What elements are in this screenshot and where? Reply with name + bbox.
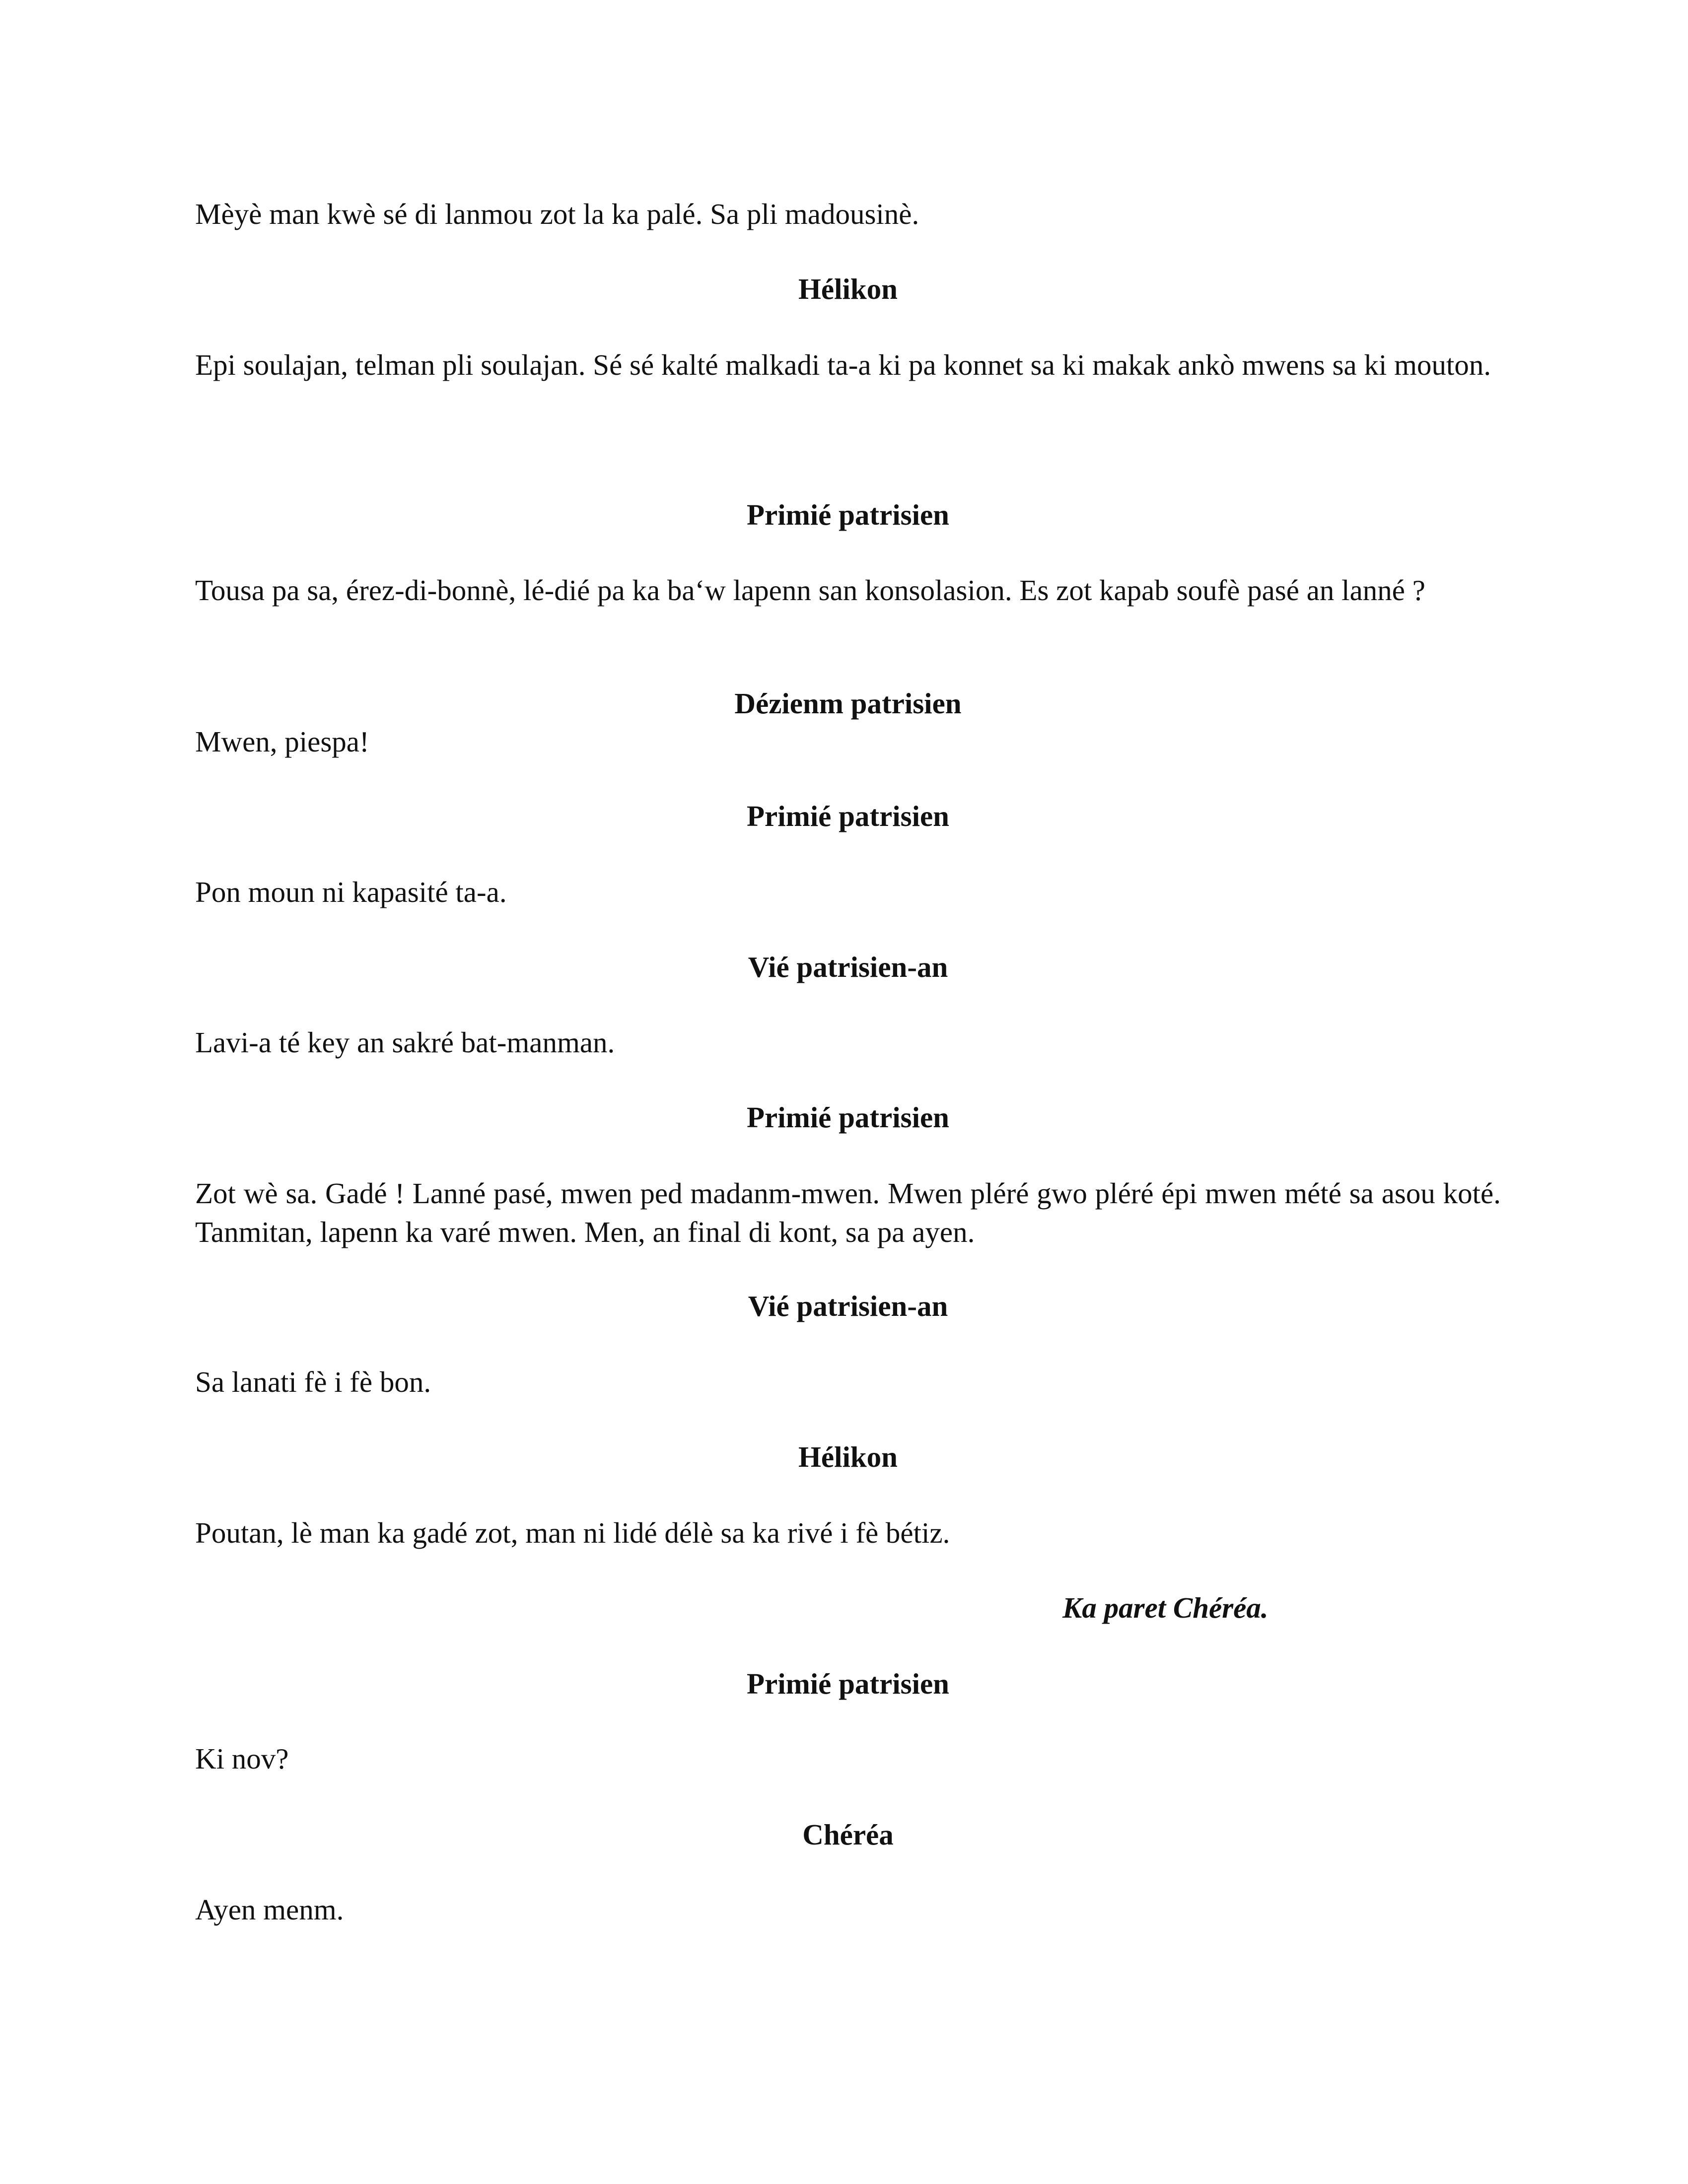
dialogue-line: Sa lanati fè i fè bon. xyxy=(195,1365,431,1398)
dialogue-line: Lavi-a té key an sakré bat-manman. xyxy=(195,1026,615,1059)
dialogue-line: Epi soulajan, telman pli soulajan. Sé sé kalté malkadi ta-a ki pa konnet sa ki makak ankò mwens sa ki mouton. xyxy=(195,348,1491,381)
dialogue-line: Poutan, lè man ka gadé zot, man ni lidé délè sa ka rivé i fè bétiz. xyxy=(195,1516,950,1549)
speaker-name: Hélikon xyxy=(798,273,898,305)
speaker-name: Primié patrisien xyxy=(747,1101,949,1134)
speaker-name: Vié patrisien-an xyxy=(748,1290,948,1322)
dialogue-line: Pon moun ni kapasité ta-a. xyxy=(195,876,507,908)
stage-direction: Ka paret Chéréa. xyxy=(1062,1591,1268,1624)
speaker-name: Primié patrisien xyxy=(747,498,949,531)
speaker-name: Hélikon xyxy=(798,1440,898,1473)
speaker-name: Primié patrisien xyxy=(747,1667,949,1700)
dialogue-line: Ki nov? xyxy=(195,1742,289,1775)
dialogue-line: Ayen menm. xyxy=(195,1893,344,1926)
dialogue-line: Tousa pa sa, érez-di-bonnè, lé-dié pa ka ba‘w lapenn san konsolasion. Es zot kapab soufè pasé an lanné ? xyxy=(195,574,1425,607)
dialogue-line: Mwen, piespa! xyxy=(195,725,369,758)
dialogue-line: Mèyè man kwè sé di lanmou zot la ka palé. Sa pli madousinè. xyxy=(195,198,919,230)
speaker-name: Chéréa xyxy=(802,1818,894,1851)
speaker-name: Primié patrisien xyxy=(747,800,949,832)
dialogue-line: Zot wè sa. Gadé ! Lanné pasé, mwen ped madanm-mwen. Mwen pléré gwo pléré épi mwen mété sa asou koté. Tanmitan, lapenn ka varé mwen. Men, an final di kont, sa pa ayen. xyxy=(195,1177,1501,1248)
speaker-name: Dézienm patrisien xyxy=(734,687,962,720)
speaker-name: Vié patrisien-an xyxy=(748,951,948,983)
